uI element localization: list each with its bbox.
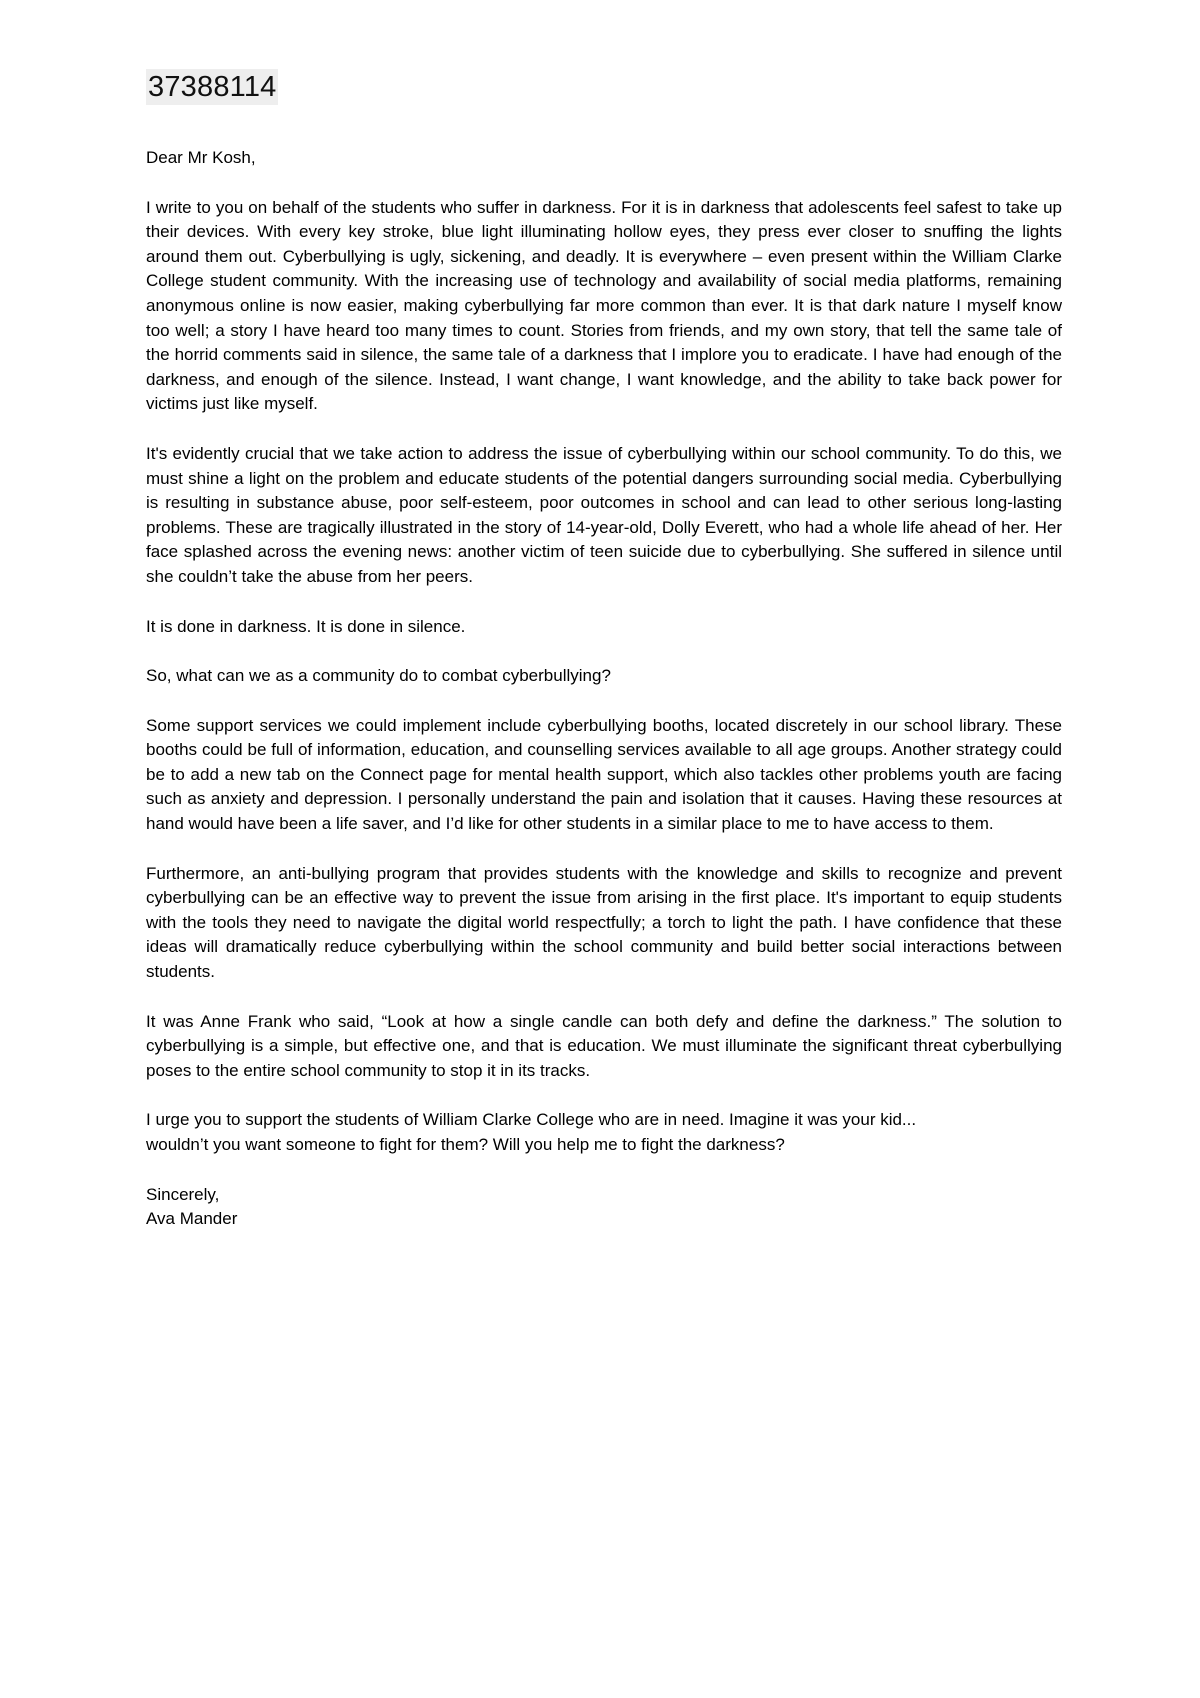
paragraph-closing [146, 1108, 1062, 1157]
salutation: Dear Mr Kosh, [146, 148, 256, 167]
valediction: Sincerely, [146, 1184, 220, 1204]
sign-off [146, 1183, 1062, 1232]
closing-line: I urge you to support the students of William Clarke College who are in need. Imagine it was your kid... [146, 1110, 917, 1130]
closing-line: wouldn’t you want someone to fight for them? Will you help me to fight the darkness? [146, 1135, 785, 1154]
document-id-number: 37388114 [148, 71, 277, 103]
signature-name: Ava Mander [146, 1209, 238, 1229]
paragraph-darkness-statement: It is done in darkness. It is done in silence. [146, 616, 466, 636]
paragraph-question: So, what can we as a community do to combat cyberbullying? [146, 666, 611, 686]
paragraph-support-services: Some support services we could implement include cyberbullying booths, located discretely in our school library. These booths could be full of information, education, and counselling services available to all age groups. Another strategy could be to add a new tab on the Connect page for mental health support, which also tackles other problems youth are facing such as anxiety and depression. I personally understand the pain and isolation that it causes. Having these resources at hand would have been a life saver, and I’d like for other students in a similar place to me to have access to them. [146, 715, 1062, 834]
paragraph-issue: It's evidently crucial that we take action to address the issue of cyberbullying within our school community. To do this, we must shine a light on the problem and educate students of the potential dangers surrounding social media. Cyberbullying is resulting in substance abuse, poor self-esteem, poor outcomes in school and can lead to other serious long-lasting problems. These are tragically illustrated in the story of 14-year-old, Dolly Everett, who had a whole life ahead of her. Her face splashed across the evening news: another victim of teen suicide due to cyberbullying. She suffered in silence until she couldn’t take the abuse from her peers. [146, 443, 1062, 586]
paragraph-quote: It was Anne Frank who said, “Look at how a single candle can both defy and define the darkness.” The solution to cyberbullying is a simple, but effective one, and that is education. We must illuminate the significant threat cyberbullying poses to the entire school community to stop it in its tracks. [146, 1011, 1062, 1080]
paragraph-introduction: I write to you on behalf of the students who suffer in darkness. For it is in darkness that adolescents feel safest to take up their devices. With every key stroke, blue light illuminating hollow eyes, they press ever closer to snuffing the lights around them out. Cyberbullying is ugly, sickening, and deadly. It is everywhere – even present within the William Clarke College student community. With the increasing use of technology and availability of social media platforms, remaining anonymous online is now easier, making cyberbullying far more common than ever. It is that dark nature I myself know too well; a story I have heard too many times to count. Stories from friends, and my own story, that tell the same tale of the horrid comments said in silence, the same tale of a darkness that I implore you to eradicate. I have had enough of the darkness, and enough of the silence. Instead, I want change, I want knowledge, and the ability to take back power for victims just like myself. [146, 197, 1062, 414]
letter-body [146, 146, 1062, 1232]
paragraph-program: Furthermore, an anti-bullying program that provides students with the knowledge and skills to recognize and prevent cyberbullying can be an effective way to prevent the issue from arising in the first place. It's important to equip students with the tools they need to navigate the digital world respectfully; a torch to light the path. I have confidence that these ideas will dramatically reduce cyberbullying within the school community and build better social interactions between students. [146, 863, 1062, 982]
